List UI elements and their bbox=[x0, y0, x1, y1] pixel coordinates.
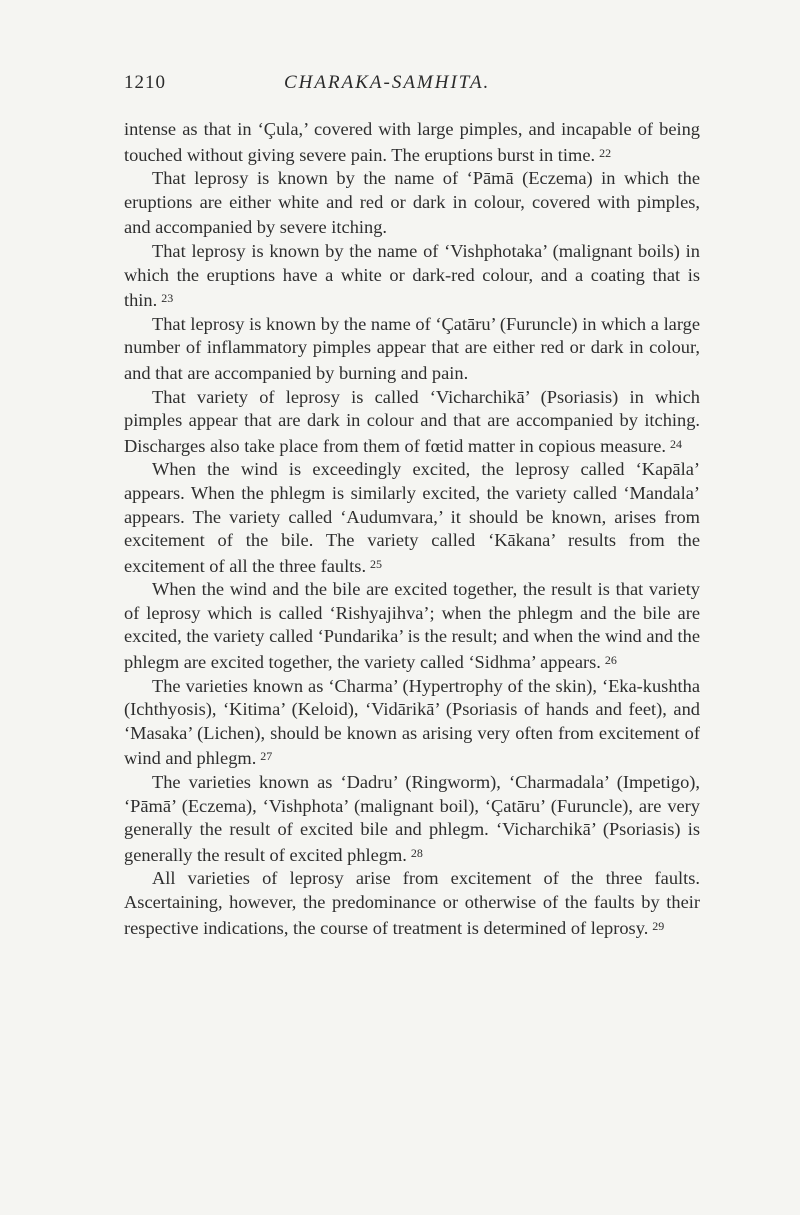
footnote-ref: 23 bbox=[161, 291, 174, 306]
paragraph: intense as that in ‘Çula,’ covered with large pimples, and incapable of being touched without giving severe pain. The eruptions burst in time. $^{22}$ bbox=[124, 119, 700, 165]
running-head: CHARAKA-SAMHITA. bbox=[284, 72, 491, 93]
footnote-ref: 22 bbox=[599, 145, 612, 160]
paragraph: That leprosy is known by the name of ‘Vishphotaka’ (malignant boils) in which the eruptions have a white or dark-red colour, and a coating that is thin. $^{23}$ bbox=[124, 240, 700, 311]
footnote-ref: 25 bbox=[370, 556, 383, 571]
footnote-ref: 28 bbox=[410, 845, 423, 860]
page-header bbox=[124, 72, 704, 102]
paragraph: The varieties known as ‘Dadru’ (Ringworm), ‘Charmadala’ (Impetigo), ‘Pāmā’ (Eczema), ‘Vishphota’ (malignant boil), ‘Çatāru’ (Furuncle), are very generally the result of excited bile and phlegm. ‘Vicharchikā’ (Psoriasis) is generally the result of excited phlegm. $^{28}$ bbox=[124, 772, 700, 865]
paragraph: That variety of leprosy is called ‘Vicharchikā’ (Psoriasis) in which pimples appear that are dark in colour and that are accompanied by itching. Discharges also take place from them of fœtid matter in copious measure. $^{24}$ bbox=[124, 386, 700, 456]
paragraph: When the wind is exceedingly excited, the leprosy called ‘Kapāla’ appears. When the phlegm is similarly excited, the variety called ‘Mandala’ appears. The variety called ‘Audumvara,’ it should be known, arises from excitement of the bile. The variety called ‘Kākana’ results from the excitement of all the three faults. $^{25}$ bbox=[124, 459, 700, 576]
paragraph: The varieties known as ‘Charma’ (Hypertrophy of the skin), ‘Eka-kushtha (Ichthyosis), ‘Kitima’ (Keloid), ‘Vidārikā’ (Psoriasis of hands and feet), and ‘Masaka’ (Lichen), should be known as arising very often from excitement of wind and phlegm. $^{27}$ bbox=[124, 675, 700, 769]
paragraph: That leprosy is known by the name of ‘Pāmā (Eczema) in which the eruptions are either white and red or dark in colour, covered with pimples, and accompanied by severe itching. bbox=[124, 168, 700, 238]
paragraph: All varieties of leprosy arise from excitement of the three faults. Ascertaining, however, the predominance or otherwise of the faults by their respective indications, the course of treatment is determined of leprosy. $^{29}$ bbox=[124, 868, 700, 938]
footnote-ref: 24 bbox=[670, 436, 683, 451]
paragraph: That leprosy is known by the name of ‘Çatāru’ (Furuncle) in which a large number of inflammatory pimples appear that are either red or dark in colour, and that are accompanied by burning and pain. bbox=[124, 313, 700, 383]
page-number: 1210 bbox=[124, 72, 166, 93]
footnote-ref: 29 bbox=[652, 918, 665, 933]
paragraph: When the wind and the bile are excited together, the result is that variety of leprosy which is called ‘Rishyajihva’; when the phlegm and the bile are excited, the variety called ‘Pundarika’ is the result; and when the wind and the phlegm are excited together, the variety called ‘Sidhma’ appears. $^{26}$ bbox=[124, 579, 700, 673]
body-text bbox=[124, 118, 700, 940]
footnote-ref: 27 bbox=[260, 749, 273, 764]
footnote-ref: 26 bbox=[604, 653, 617, 668]
